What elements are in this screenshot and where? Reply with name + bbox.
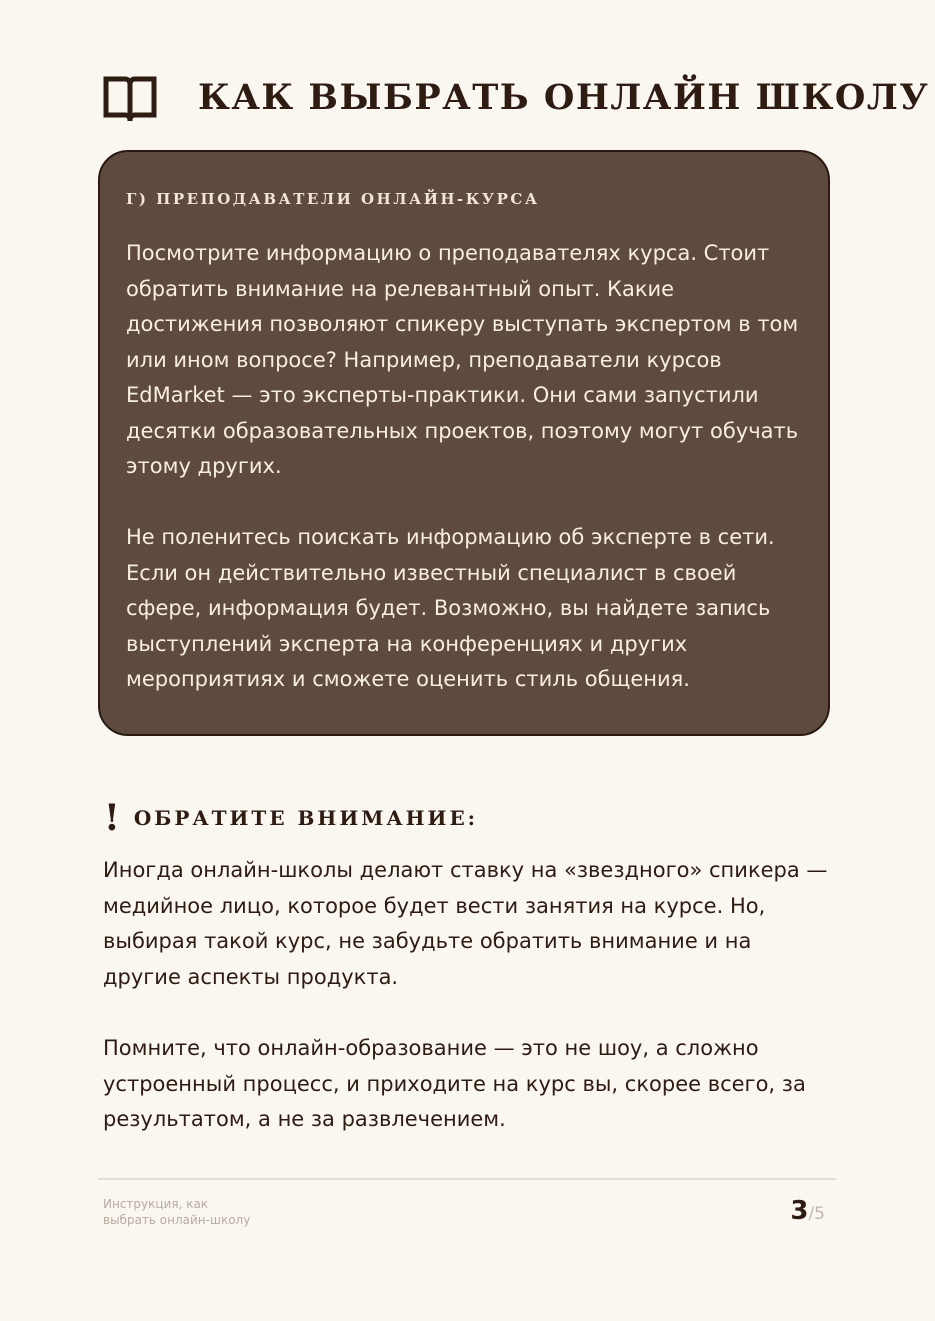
notice-paragraph: Иногда онлайн-школы делают ставку на «звездного» спикера — медийное лицо, которое будет вести занятия на курсе. Но, выбирая такой курс, не забудьте обратить внимание и на другие аспекты продукта. [103, 858, 828, 989]
card-heading: Г) ПРЕПОДАВАТЕЛИ ОНЛАЙН-КУРСА [126, 190, 540, 208]
card-paragraph: Не поленитесь поискать информацию об эксперте в сети. Если он действительно известный специалист в своей сфере, информация будет. Возможно, вы найдете запись выступлений эксперта на конференциях и других мероприятиях и сможете оценить стиль общения. [126, 525, 775, 691]
exclamation-icon: ! [104, 797, 120, 839]
page-title: КАК ВЫБРАТЬ ОНЛАЙН ШКОЛУ [198, 77, 930, 118]
footer-divider [98, 1178, 836, 1180]
notice-paragraph: Помните, что онлайн-образование — это не шоу, а сложно устроенный процесс, и приходите на курс вы, скорее всего, за результатом, а не за развлечением. [103, 1036, 806, 1131]
notice-title: ОБРАТИТЕ ВНИМАНИЕ: [133, 806, 479, 830]
page-total: /5 [808, 1204, 825, 1224]
teachers-card [98, 150, 830, 736]
footer-caption-line1: Инструкция, как [103, 1197, 209, 1211]
footer-caption [103, 1196, 363, 1228]
card-paragraph: Посмотрите информацию о преподавателях курса. Стоит обратить внимание на релевантный опыт. Какие достижения позволяют спикеру выступать экспертом в том или ином вопросе? Например, преподаватели курсов EdMarket — это эксперты-практики. Они сами запустили десятки образовательных проектов, поэтому могут обучать этому других. [126, 241, 799, 478]
header [101, 68, 159, 128]
page-number [790, 1196, 825, 1226]
notice-heading [104, 798, 478, 838]
book-icon [101, 69, 159, 127]
footer-caption-line2: выбрать онлайн-школу [103, 1213, 251, 1227]
page-current: 3 [790, 1196, 809, 1226]
